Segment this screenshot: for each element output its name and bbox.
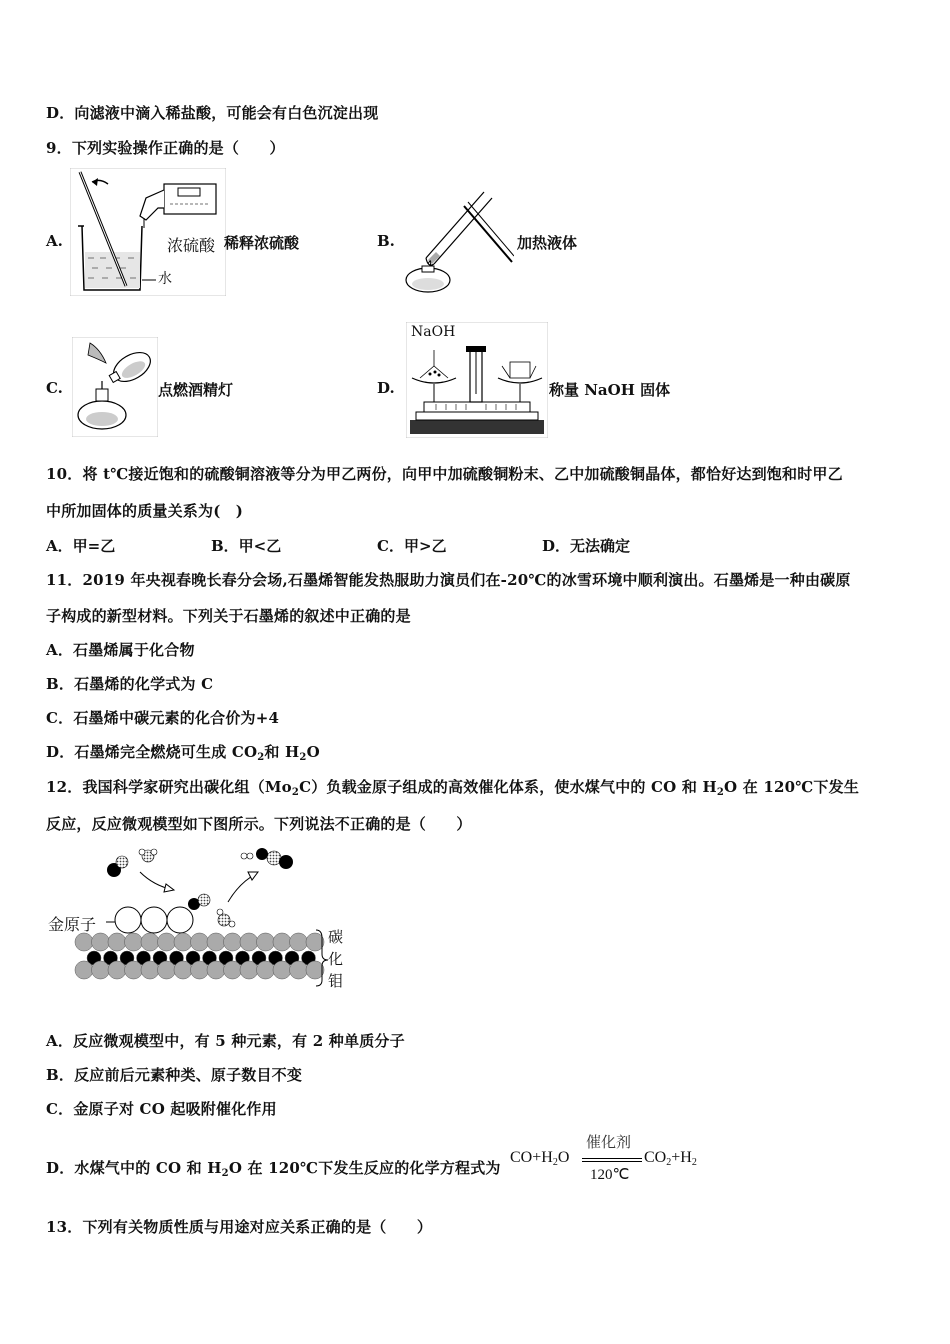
lattice-atom (174, 961, 192, 979)
lattice-atom (290, 933, 308, 951)
q12-option-a: A．反应微观模型中，有 5 种元素，有 2 种单质分子 (46, 1032, 405, 1050)
q11-stem-line1: 11．2019 年央视春晚长春分会场,石墨烯智能发热服助力演员们在-20℃的冰雪环境中顺利演出。石墨烯是一种由碳原 (46, 571, 851, 589)
lattice-atom (174, 933, 192, 951)
lattice-atom (108, 933, 126, 951)
q12-option-c: C．金原子对 CO 起吸附催化作用 (46, 1100, 277, 1118)
lattice-atom (224, 933, 242, 951)
naoh-label: NaOH (411, 324, 456, 340)
q10-option-d: D．无法确定 (542, 537, 631, 555)
reaction-equation (510, 1135, 720, 1187)
lattice-atom (306, 961, 324, 979)
lattice-atom (240, 961, 258, 979)
q11-option-c: C．石墨烯中碳元素的化合价为+4 (46, 709, 280, 727)
lattice-atom (191, 961, 209, 979)
lattice-atom (224, 961, 242, 979)
q8-option-d: D．向滤液中滴入稀盐酸，可能会有白色沉淀出现 (46, 104, 379, 122)
lattice-atom (75, 933, 93, 951)
lattice-atom (108, 961, 126, 979)
eq-line-top (582, 1158, 642, 1159)
lattice-atom (273, 961, 291, 979)
lattice-atom (191, 933, 209, 951)
lattice-atom (290, 961, 308, 979)
q9-a-label: A. (46, 232, 63, 250)
moc-label-3: 钼 (328, 972, 344, 990)
lattice-atom (125, 961, 143, 979)
acid-label: 浓硫酸 (167, 236, 216, 255)
q10-stem-line1: 10．将 t℃接近饱和的硫酸铜溶液等分为甲乙两份，向甲中加硫酸铜粉末、乙中加硫酸铜晶体，都恰好达到饱和时甲乙 (46, 465, 843, 483)
eq-temperature: 120℃ (590, 1167, 630, 1183)
moc-label-1: 碳 (328, 928, 344, 946)
q9-stem: 9．下列实验操作正确的是（ ） (46, 139, 285, 157)
lattice-atom (273, 933, 291, 951)
q9-d-caption: 称量 NaOH 固体 (549, 381, 671, 399)
q11-stem-line2: 子构成的新型材料。下列关于石墨烯的叙述中正确的是 (46, 607, 411, 625)
q12-option-d: D．水煤气中的 CO 和 $H_2O$ 在 120℃下发生反应的化学方程式为 (46, 1159, 501, 1179)
q12-stem-line2: 反应，反应微观模型如下图所示。下列说法不正确的是（ ） (46, 815, 472, 833)
eq-reactants: $CO+H_2O$ (510, 1149, 570, 1168)
lattice-atom (141, 933, 159, 951)
lattice-atom (207, 961, 225, 979)
q9-d-label: D. (377, 379, 395, 397)
lattice-atom (240, 933, 258, 951)
q10-option-b: B．甲<乙 (211, 537, 282, 555)
eq-line-bottom (582, 1161, 642, 1162)
water-label: 水 (158, 271, 172, 287)
q9-b-caption: 加热液体 (517, 234, 578, 252)
lattice-atom (125, 933, 143, 951)
eq-products: $CO_2+H_2$ (644, 1149, 697, 1168)
moc-label-2: 化 (328, 950, 344, 968)
lattice-atom (257, 933, 275, 951)
q9-b-label: B. (377, 232, 395, 250)
lattice-atom (75, 961, 93, 979)
q11-option-a: A．石墨烯属于化合物 (46, 641, 195, 659)
eq-catalyst: 催化剂 (586, 1133, 632, 1151)
gold-atom-label: 金原子 (48, 915, 97, 934)
lattice-atom (158, 933, 176, 951)
lattice-atom (257, 961, 275, 979)
q9-c-label: C. (46, 379, 63, 397)
q12-option-b: B．反应前后元素种类、原子数目不变 (46, 1066, 303, 1084)
lattice-atom (207, 933, 225, 951)
light-lamp-figure (72, 337, 158, 437)
q10-option-a: A．甲=乙 (46, 537, 116, 555)
q10-option-c: C．甲>乙 (377, 537, 447, 555)
q9-c-caption: 点燃酒精灯 (158, 381, 234, 399)
heat-liquid-figure (402, 186, 514, 296)
q10-stem-line2: 中所加固体的质量关系为( ) (46, 502, 243, 520)
lattice-atom (92, 933, 110, 951)
q13-stem: 13．下列有关物质性质与用途对应关系正确的是（ ） (46, 1218, 433, 1236)
dilute-acid-figure (70, 168, 226, 296)
lattice-atom (92, 961, 110, 979)
q12-stem-line1: 12．我国科学家研究出碳化组$(Mo_2C)$负载金原子组成的高效催化体系，使水煤气中的 CO 和 $H_2O$ 在 120℃下发生 (46, 778, 860, 798)
lattice-atom (141, 961, 159, 979)
q11-option-b: B．石墨烯的化学式为 C (46, 675, 214, 693)
q9-a-caption: 稀释浓硫酸 (224, 234, 300, 252)
lattice-atom (158, 961, 176, 979)
q11-option-d: D．石墨烯完全燃烧可生成 $CO_2$和 $H_2O$ (46, 743, 320, 763)
lattice-atom (306, 933, 324, 951)
